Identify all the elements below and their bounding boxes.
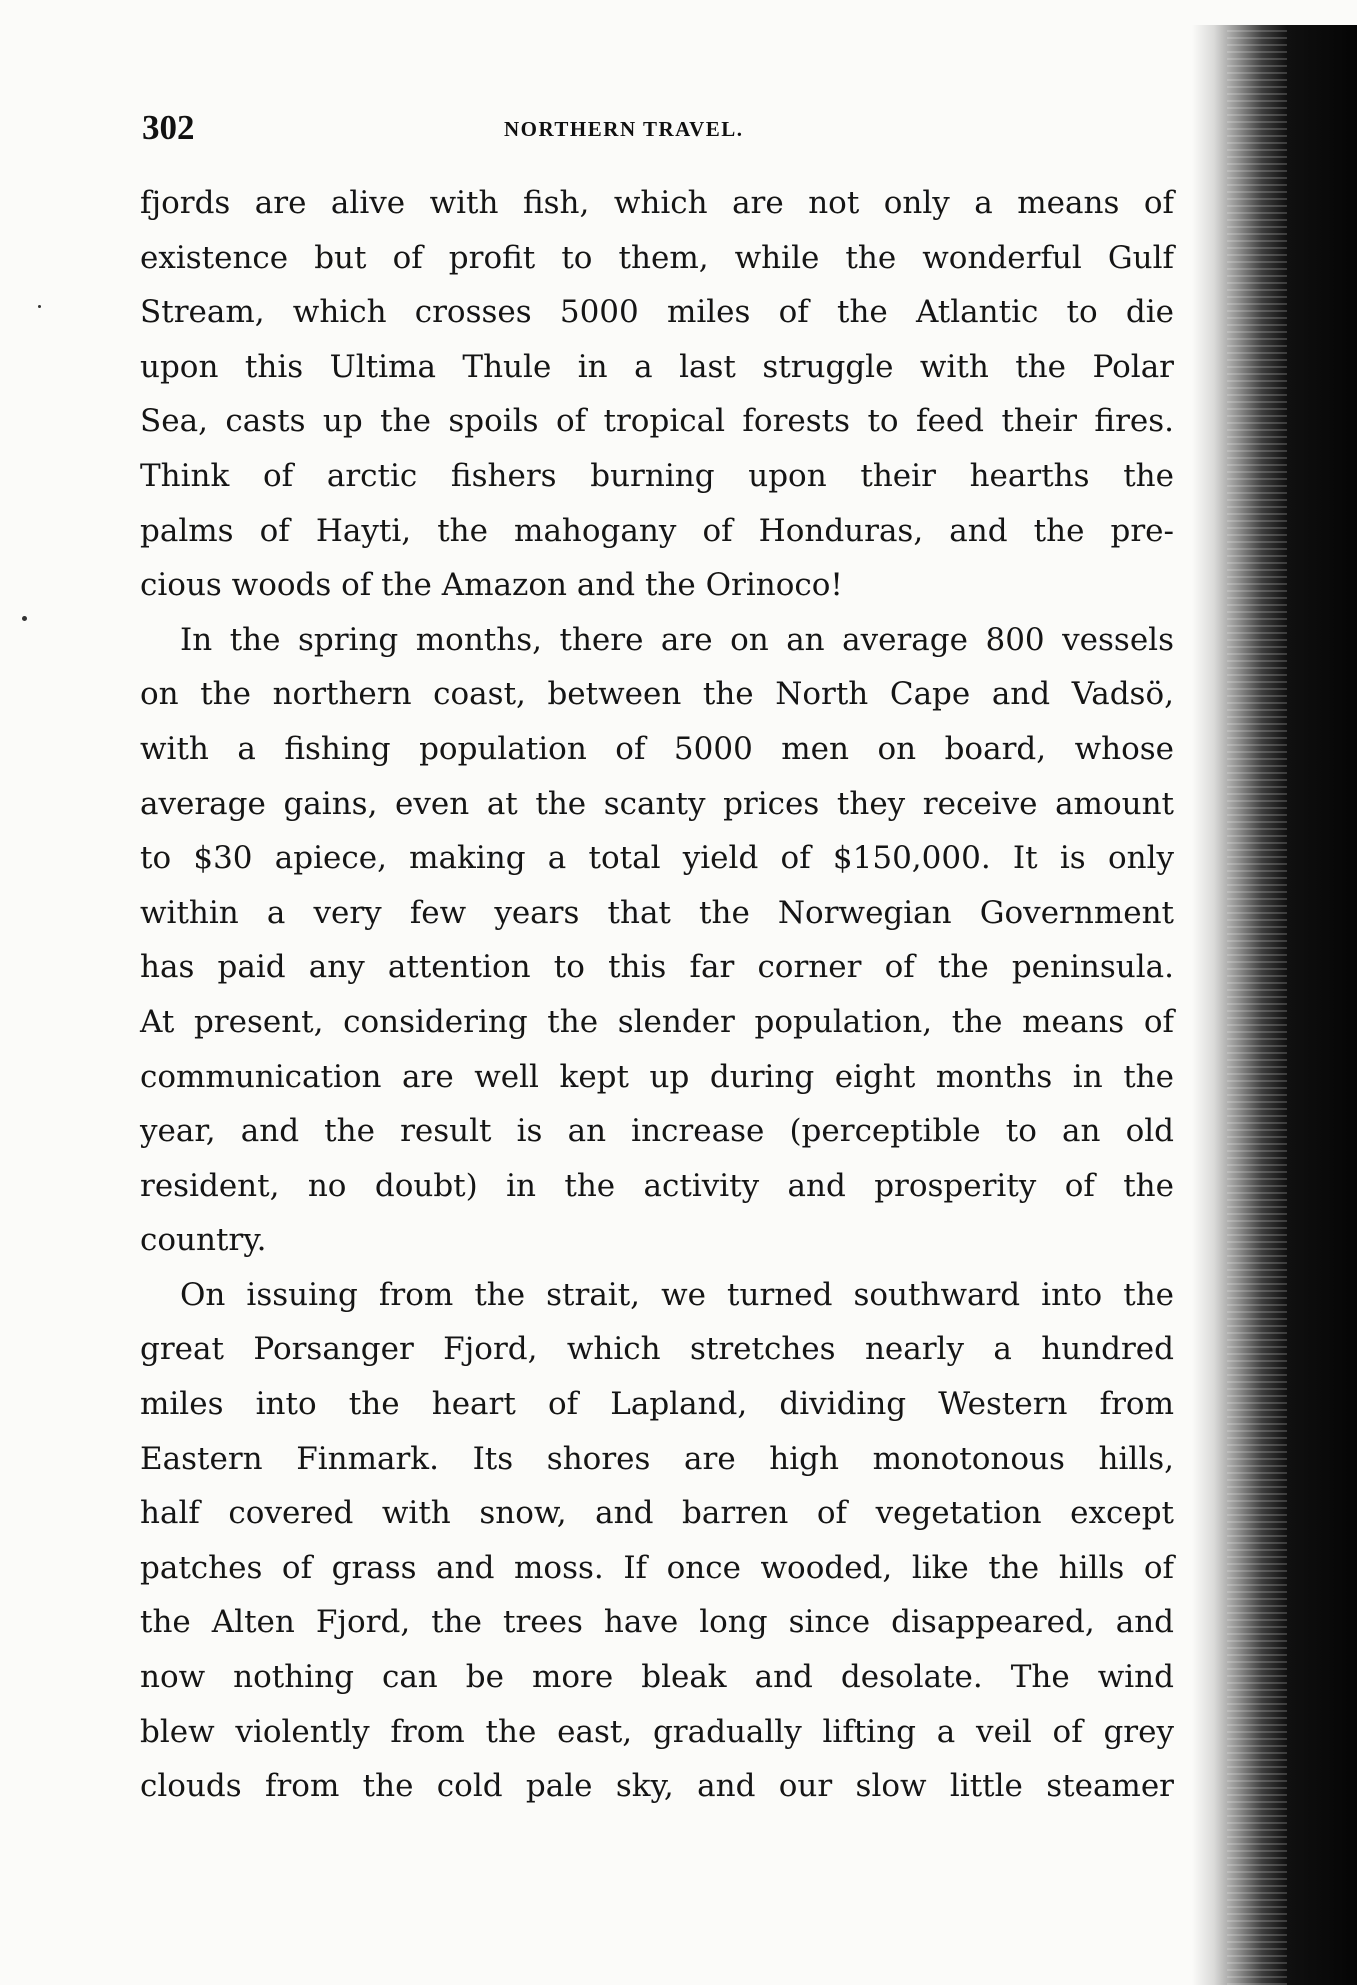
text-line: palms of Hayti, the mahogany of Honduras, and the pre- <box>140 512 1174 549</box>
text-line: with a fishing population of 5000 men on board, whose <box>140 730 1174 767</box>
paragraph <box>140 176 1174 613</box>
text-line: cious woods of the Amazon and the Orinoco! <box>140 567 843 604</box>
text-line: half covered with snow, and barren of vegetation except <box>140 1495 1174 1532</box>
ink-speck <box>22 616 27 621</box>
running-head <box>142 108 1170 148</box>
paragraph <box>140 1268 1174 1814</box>
text-line: In the spring months, there are on an average 800 vessels <box>180 621 1174 658</box>
text-line: patches of grass and moss. If once wooded, like the hills of <box>140 1549 1174 1586</box>
text-line: blew violently from the east, gradually lifting a veil of grey <box>140 1713 1174 1750</box>
text-line: fjords are alive with fish, which are not only a means of <box>140 185 1174 221</box>
body-text <box>140 176 1174 1814</box>
text-line: great Porsanger Fjord, which stretches nearly a hundred <box>140 1331 1174 1368</box>
text-line: At present, considering the slender population, the means of <box>140 1003 1174 1040</box>
text-line: communication are well kept up during eight months in the <box>140 1058 1174 1095</box>
scan-noise <box>1227 25 1287 1985</box>
text-line: country. <box>140 1222 267 1259</box>
running-title: NORTHERN TRAVEL. <box>504 117 744 141</box>
text-line: within a very few years that the Norwegian Government <box>140 894 1174 931</box>
text-line: existence but of profit to them, while the wonderful Gulf <box>140 239 1174 276</box>
text-line: average gains, even at the scanty prices they receive amount <box>140 785 1174 822</box>
text-line: now nothing can be more bleak and desolate. The wind <box>140 1659 1174 1696</box>
text-line: to $30 apiece, making a total yield of $150,000. It is only <box>140 840 1174 877</box>
text-line: clouds from the cold pale sky, and our slow little steamer <box>140 1768 1174 1805</box>
text-line: resident, no doubt) in the activity and prosperity of the <box>140 1167 1174 1204</box>
text-line: upon this Ultima Thule in a last struggle with the Polar <box>140 348 1174 385</box>
ink-speck <box>38 305 41 308</box>
text-line: the Alten Fjord, the trees have long since disappeared, and <box>140 1604 1174 1641</box>
paragraph <box>140 613 1174 1268</box>
text-line: On issuing from the strait, we turned southward into the <box>180 1276 1174 1313</box>
text-line: has paid any attention to this far corner of the peninsula. <box>140 949 1174 986</box>
text-line: Sea, casts up the spoils of tropical forests to feed their fires. <box>140 403 1174 440</box>
text-line: year, and the result is an increase (perceptible to an old <box>140 1113 1174 1150</box>
text-line: Eastern Finmark. Its shores are high monotonous hills, <box>140 1440 1174 1477</box>
text-line: Think of arctic fishers burning upon their hearths the <box>140 457 1174 494</box>
text-line: on the northern coast, between the North Cape and Vadsö, <box>140 676 1174 713</box>
text-line: miles into the heart of Lapland, dividing Western from <box>140 1386 1174 1423</box>
text-line: Stream, which crosses 5000 miles of the Atlantic to die <box>140 294 1174 331</box>
page-number: 302 <box>142 108 195 147</box>
